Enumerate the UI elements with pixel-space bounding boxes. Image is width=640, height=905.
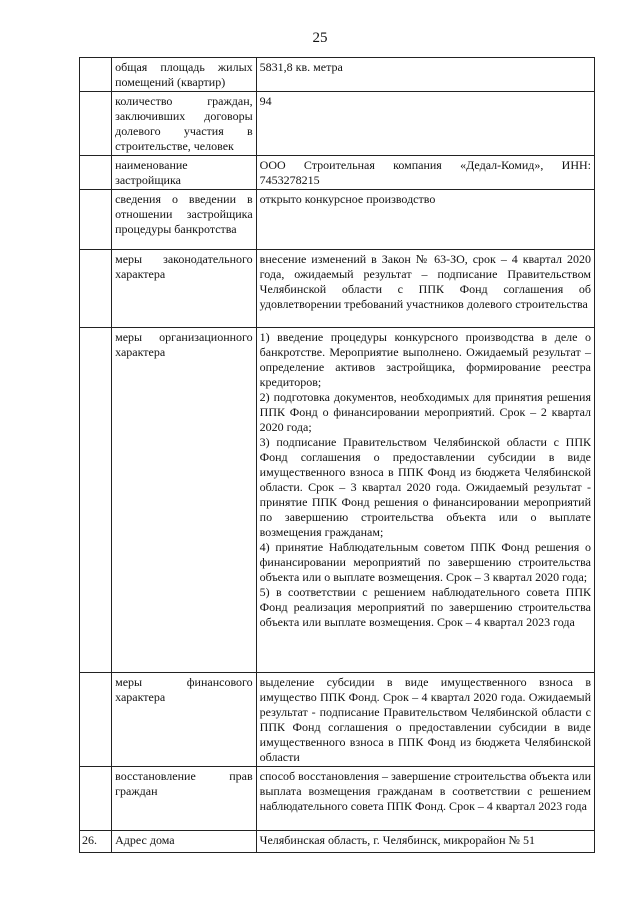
row-number	[80, 190, 112, 250]
row-value: 5831,8 кв. метра	[256, 58, 594, 92]
objects-table	[79, 57, 595, 853]
row-value: Челябинская область, г. Челябинск, микрорайон № 51	[256, 831, 594, 853]
row-number	[80, 92, 112, 156]
row-number	[80, 673, 112, 767]
row-number: 26.	[80, 831, 112, 853]
row-value: ООО Строительная компания «Дедал-Комид», ИНН: 7453278215	[256, 156, 594, 190]
row-label: сведения о введении в отношении застройщика процедуры банкротства	[112, 190, 257, 250]
row-label: меры законодательного характера	[112, 250, 257, 328]
table-row	[80, 190, 595, 250]
row-value: 1) введение процедуры конкурсного производства в деле о банкротстве. Мероприятие выполнено. Ожидаемый результат – определение активов застройщика, формирование реестра кредиторов; 2) подготовка документов, необходимых для принятия решения ППК Фонд о финансировании мероприятий. Срок – 2 квартал 2020 года; 3) подписание Правительством Челябинской области с ППК Фонд соглашения о предоставлении субсидии в виде имущественного взноса в ППК Фонд из бюджета Челябинской области. Срок – 3 квартал 2020 года. Ожидаемый результат - принятие ППК Фонд решения о финансировании мероприятий по завершению строительства объекта или о выплате возмещения гражданам; 4) принятие Наблюдательным советом ППК Фонд решения о финансировании мероприятий по завершению строительства объекта или о выплате возмещения. Срок – 3 квартал 2020 года; 5) в соответствии с решением наблюдательного совета ППК Фонд реализация мероприятий по завершению строительства объекта или выплате возмещения. Срок – 4 квартал 2023 года	[256, 328, 594, 673]
row-number	[80, 328, 112, 673]
row-number	[80, 767, 112, 831]
row-label: количество граждан, заключивших договоры долевого участия в строительстве, человек	[112, 92, 257, 156]
table-row	[80, 767, 595, 831]
row-value: открыто конкурсное производство	[256, 190, 594, 250]
row-number	[80, 58, 112, 92]
row-label: наименование застройщика	[112, 156, 257, 190]
table-row	[80, 156, 595, 190]
table-row	[80, 831, 595, 853]
row-value: внесение изменений в Закон № 63-ЗО, срок – 4 квартал 2020 года, ожидаемый результат – подписание Правительством Челябинской области с ППК Фонд соглашения об удовлетворении требований участников долевого строительства	[256, 250, 594, 328]
table-row	[80, 328, 595, 673]
row-value: 94	[256, 92, 594, 156]
row-label: восстановление прав граждан	[112, 767, 257, 831]
row-label: общая площадь жилых помещений (квартир)	[112, 58, 257, 92]
row-number	[80, 250, 112, 328]
row-label: Адрес дома	[112, 831, 257, 853]
table-row	[80, 92, 595, 156]
table-row	[80, 250, 595, 328]
table-row	[80, 58, 595, 92]
row-number	[80, 156, 112, 190]
row-value: выделение субсидии в виде имущественного взноса в имущество ППК Фонд. Срок – 4 квартал 2020 года. Ожидаемый результат - подписание Правительством Челябинской области с ППК Фонд соглашения о предоставлении субсидии в виде имущественного взноса в ППК Фонд из бюджета Челябинской области	[256, 673, 594, 767]
row-label: меры организационного характера	[112, 328, 257, 673]
page-number: 25	[312, 30, 328, 46]
table-row	[80, 673, 595, 767]
row-value: способ восстановления – завершение строительства объекта или выплата возмещения гражданам в соответствии с решением наблюдательного совета ППК Фонд. Срок – 4 квартал 2023 года	[256, 767, 594, 831]
row-label: меры финансового характера	[112, 673, 257, 767]
